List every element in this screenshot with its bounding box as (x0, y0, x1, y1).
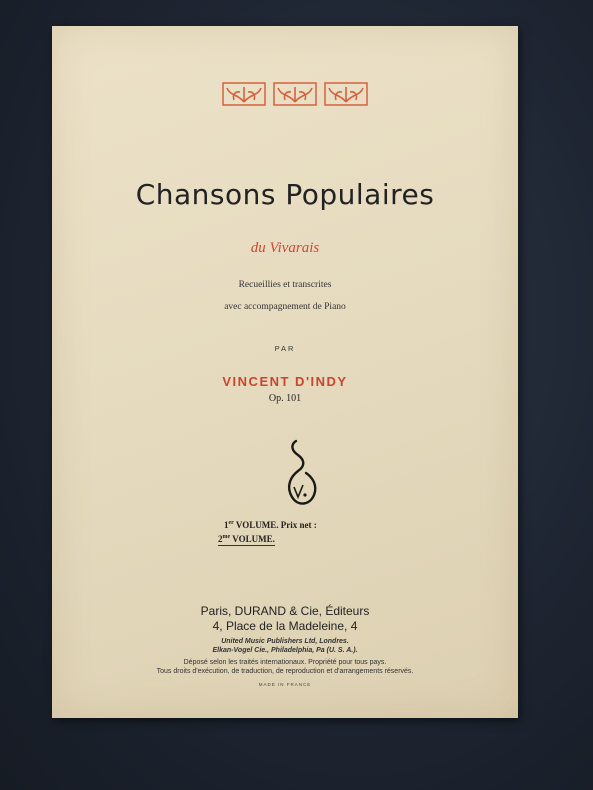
volume-2-number: 2 (218, 534, 223, 544)
floral-ornament-icon (273, 82, 317, 106)
composer-monogram-icon (276, 437, 322, 515)
cover-title: Chansons Populaires (135, 178, 435, 211)
opus-number: Op. 101 (268, 393, 302, 404)
publisher-address: 4, Place de la Madeleine, 4 (212, 619, 358, 633)
ornament-row (222, 82, 368, 106)
by-label: PAR (274, 344, 296, 353)
volume-2-suffix: me (222, 534, 231, 540)
volume-2-text: VOLUME. (232, 534, 275, 544)
agent-philadelphia: Elkan-Vogel Cie., Philadelphia, Pa (U. S. A.). (212, 647, 358, 654)
score-cover (52, 26, 518, 718)
agent-london: United Music Publishers Ltd, Londres. (221, 638, 349, 645)
volume-1-line (224, 520, 317, 530)
floral-ornament-icon (324, 82, 368, 106)
cover-subtitle: du Vivarais (250, 240, 320, 256)
floral-ornament-icon (222, 82, 266, 106)
description-line-1: Recueillies et transcrites (238, 280, 332, 290)
volume-1-suffix: er (228, 520, 234, 526)
description-line-2: avec accompagnement de Piano (224, 302, 346, 312)
composer-name: VINCENT D'INDY (222, 374, 348, 389)
volume-2-line (218, 534, 275, 546)
legal-notice-1: Déposé selon les traités internationaux. Propriété pour tous pays. (183, 659, 387, 666)
made-in-label: MADE IN FRANCE (258, 682, 312, 687)
volume-1-text: VOLUME. Prix net : (235, 520, 317, 530)
publisher-line: Paris, DURAND & Cie, Éditeurs (200, 604, 370, 618)
legal-notice-2: Tous droits d'exécution, de traduction, de reproduction et d'arrangements réservés. (156, 668, 414, 675)
volume-1-number: 1 (224, 520, 229, 530)
